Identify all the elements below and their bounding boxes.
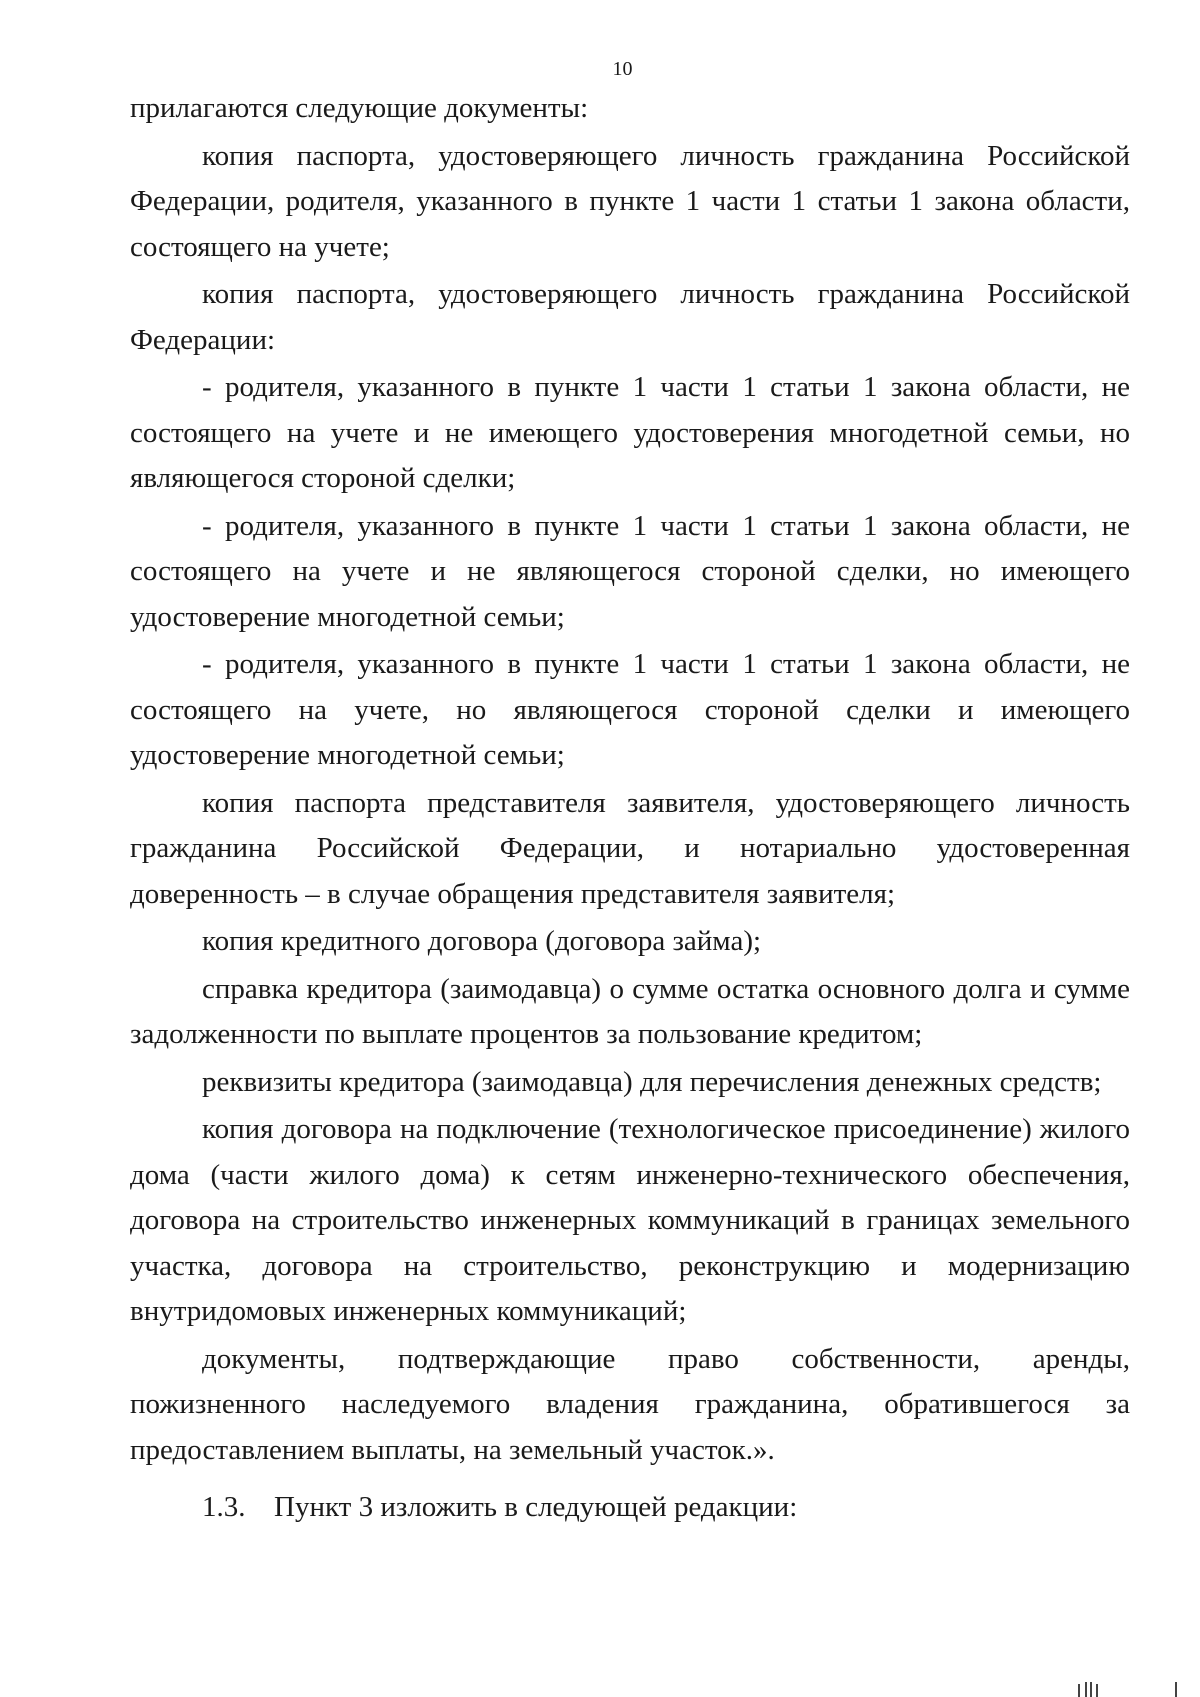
- item-text: Пункт 3 изложить в следующей редакции:: [274, 1491, 798, 1523]
- paragraph-intro: прилагаются следующие документы:: [130, 92, 589, 124]
- paragraph-parent-not-party: - родителя, указанного в пункте 1 части 1 статьи 1 закона области, не состоящего на учете и не являющегося стороной сделки, но имеющего удостоверение многодетной семьи;: [130, 509, 1130, 633]
- paragraph-representative-passport: копия паспорта представителя заявителя, удостоверяющего личность гражданина Российской Федерации, и нотариально удостоверенная доверенность – в случае обращения представителя заявителя;: [130, 786, 1130, 910]
- paragraph-credit-agreement: копия кредитного договора (договора займа);: [202, 925, 762, 957]
- scan-artifact: [1078, 1684, 1080, 1697]
- paragraph-parent-party-with-certificate: - родителя, указанного в пункте 1 части 1 статьи 1 закона области, не состоящего на учете, но являющегося стороной сделки и имеющего удостоверение многодетной семьи;: [130, 648, 1130, 771]
- paragraph-passport-heading: копия паспорта, удостоверяющего личность гражданина Российской Федерации:: [130, 278, 1130, 356]
- scan-artifact: [1175, 1682, 1177, 1697]
- scan-artifact: [1090, 1682, 1092, 1697]
- paragraph-connection-agreement: копия договора на подключение (технологическое присоединение) жилого дома (части жилого дома) к сетям инженерно-технического обеспечения, договора на строительство инженерных коммуникаций в границах земельного участка, договора на строительство, реконструкцию и модернизацию внутридомовых инженерных коммуникаций;: [130, 1113, 1130, 1327]
- scan-artifact: [1096, 1684, 1098, 1697]
- document-body: [130, 86, 1130, 1531]
- paragraph-land-rights: документы, подтверждающие право собственности, аренды, пожизненного наследуемого владения гражданина, обратившегося за предоставлением выплаты, на земельный участок.».: [130, 1342, 1130, 1466]
- page-number: 10: [612, 58, 633, 80]
- numbered-item: [130, 1485, 1130, 1531]
- paragraph-parent-no-certificate: - родителя, указанного в пункте 1 части 1 статьи 1 закона области, не состоящего на учете и не имеющего удостоверения многодетной семьи, но являющегося стороной сделки;: [130, 371, 1130, 494]
- paragraph-creditor-statement: справка кредитора (заимодавца) о сумме остатка основного долга и сумме задолженности по выплате процентов за пользование кредитом;: [130, 972, 1130, 1050]
- paragraph-passport-registered: копия паспорта, удостоверяющего личность гражданина Российской Федерации, родителя, указанного в пункте 1 части 1 статьи 1 закона области, состоящего на учете;: [130, 139, 1130, 263]
- item-number: 1.3.: [202, 1491, 246, 1523]
- scan-artifact: [1085, 1682, 1087, 1697]
- paragraph-creditor-details: реквизиты кредитора (заимодавца) для перечисления денежных средств;: [202, 1065, 1102, 1098]
